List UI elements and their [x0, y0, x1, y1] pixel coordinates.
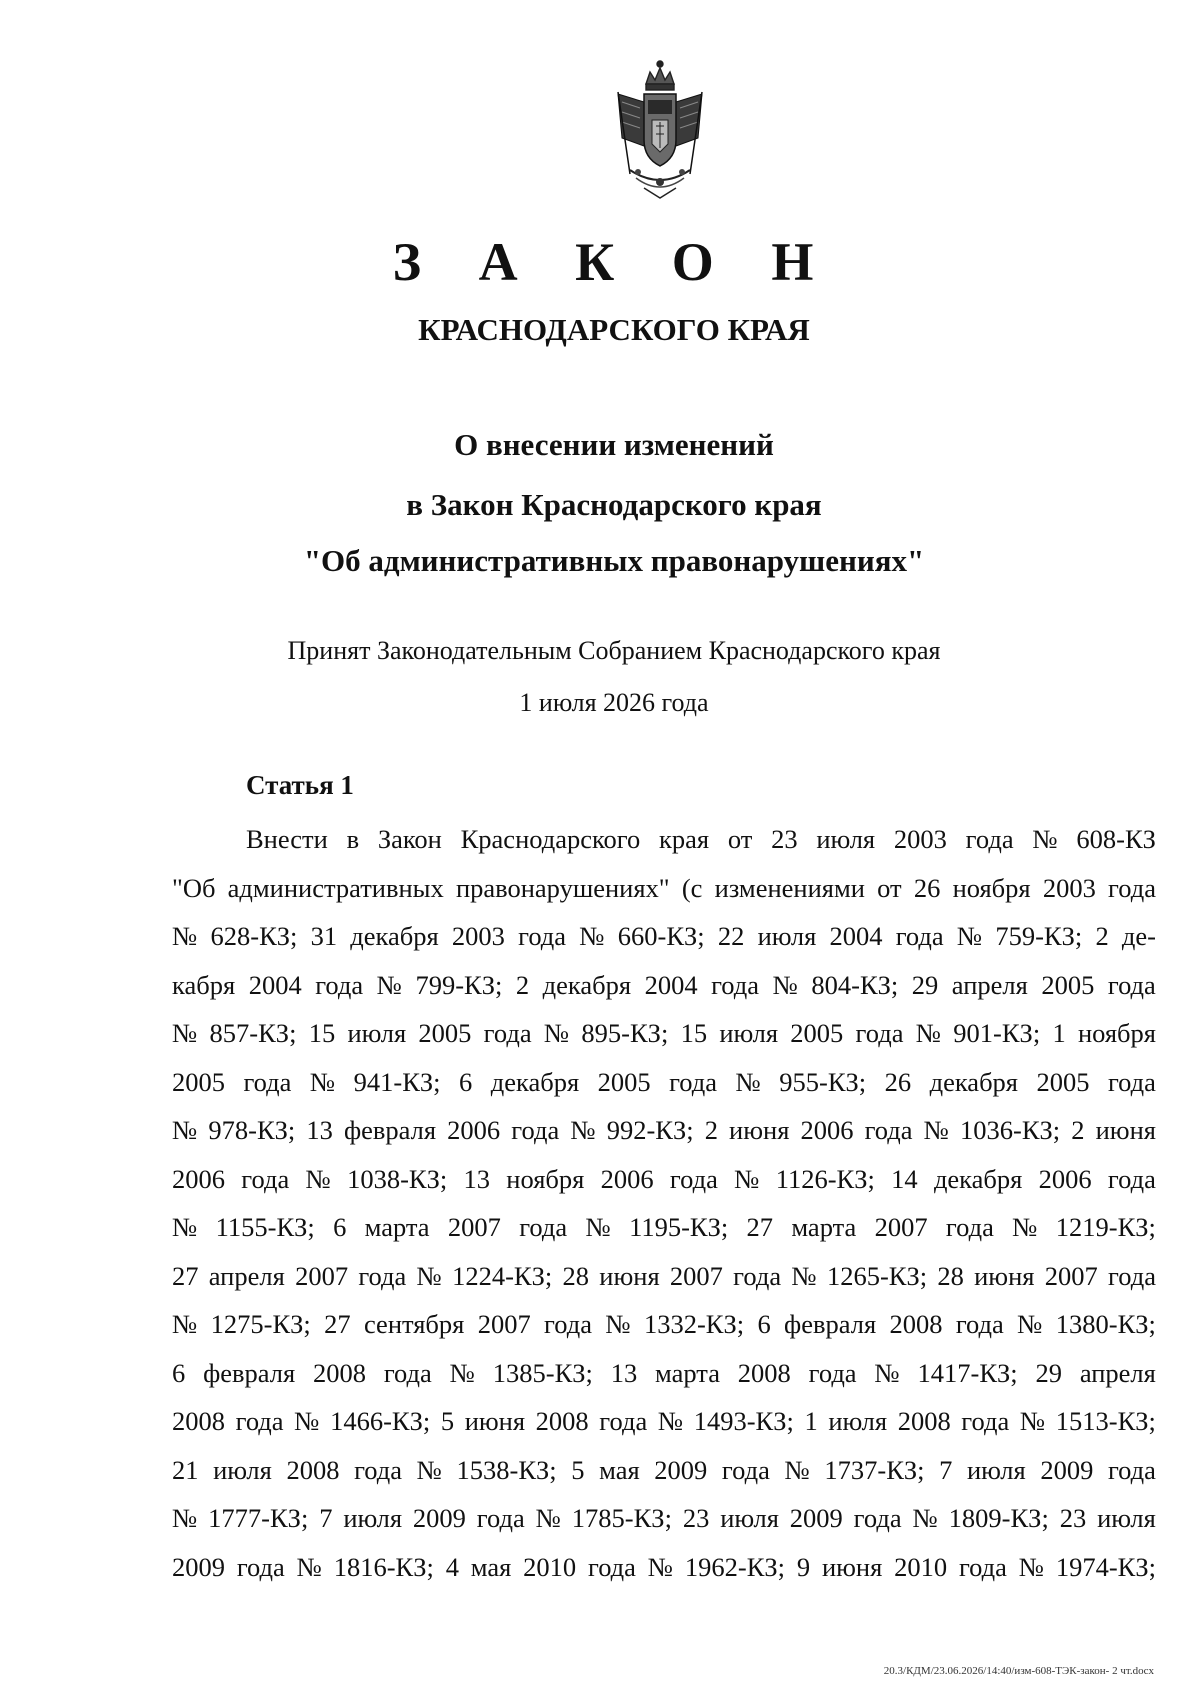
article-body	[172, 815, 1156, 1591]
body-word: 2008	[172, 1406, 225, 1436]
body-word: года	[1107, 1454, 1156, 1485]
body-word: 2010	[523, 1551, 577, 1582]
body-line	[172, 912, 1156, 961]
body-word: года	[1108, 1260, 1156, 1291]
body-word: №	[912, 1503, 938, 1533]
body-word: 992-КЗ;	[606, 1115, 694, 1145]
body-word: №	[172, 1212, 198, 1242]
body-word: 13	[306, 1115, 333, 1145]
body-word: 27	[324, 1309, 351, 1339]
body-word: №	[296, 1551, 322, 1582]
body-word: 31	[310, 921, 338, 951]
body-word: 1126-КЗ;	[775, 1163, 875, 1194]
body-word: 2003	[451, 921, 505, 951]
body-line	[172, 1494, 1156, 1543]
body-word: февраля	[203, 1357, 296, 1388]
body-word: года	[519, 1212, 568, 1242]
body-word: года	[354, 1454, 403, 1485]
body-word: Закон	[377, 824, 442, 854]
body-word: 2003	[1042, 872, 1096, 903]
body-word: декабря	[350, 921, 439, 951]
body-word: 26	[884, 1066, 912, 1097]
body-word: 1493-КЗ;	[693, 1406, 794, 1436]
body-word: 1	[804, 1406, 818, 1436]
body-word: года	[669, 1066, 718, 1097]
body-word: 2005	[1041, 969, 1095, 1000]
body-word: №	[543, 1018, 570, 1048]
body-word: в	[346, 824, 360, 854]
body-word: 2007	[874, 1212, 928, 1242]
body-word: 2	[704, 1115, 718, 1145]
body-word: года	[733, 1260, 782, 1291]
body-word: №	[735, 1066, 761, 1097]
body-word: июля	[720, 1503, 779, 1533]
body-word: 7	[939, 1454, 953, 1485]
body-word: 23	[771, 824, 798, 854]
body-word: 901-КЗ;	[953, 1018, 1041, 1048]
body-word: года	[808, 1357, 857, 1388]
body-word: 2006	[447, 1115, 501, 1145]
body-word: 1466-КЗ;	[330, 1406, 431, 1436]
body-word: 1417-КЗ;	[917, 1357, 1018, 1388]
body-word: года	[864, 1115, 913, 1145]
body-word: кабря	[172, 969, 236, 1000]
body-word: марта	[791, 1212, 857, 1242]
body-word: мая	[599, 1454, 640, 1485]
body-word: 14	[891, 1163, 918, 1194]
body-word: №	[294, 1406, 320, 1436]
body-line	[172, 1106, 1156, 1155]
body-word: №	[874, 1357, 900, 1388]
body-word: года	[544, 1309, 592, 1339]
body-word: 2004	[248, 969, 302, 1000]
body-word: года	[1107, 969, 1156, 1000]
body-word: 1962-КЗ;	[684, 1551, 786, 1582]
body-word: 27	[172, 1260, 199, 1291]
body-word: июня	[729, 1115, 790, 1145]
body-word: 799-КЗ;	[415, 969, 503, 1000]
body-line	[172, 1446, 1156, 1495]
body-word: апреля	[951, 969, 1028, 1000]
coat-of-arms-emblem	[600, 54, 720, 204]
body-word: 857-КЗ;	[209, 1018, 297, 1048]
body-word: года	[235, 1406, 284, 1436]
body-word: декабря	[542, 969, 632, 1000]
body-word: административных	[227, 872, 444, 903]
body-word: Внести	[246, 824, 328, 854]
body-word: 5	[440, 1406, 455, 1436]
body-line	[172, 1058, 1156, 1107]
body-word: №	[647, 1551, 674, 1582]
body-word: 2005	[790, 1018, 844, 1048]
body-word: года	[315, 969, 364, 1000]
body-word: №	[585, 1212, 611, 1242]
body-word: №	[416, 1454, 442, 1485]
body-word: 978-КЗ;	[208, 1115, 296, 1145]
body-word: №	[416, 1260, 442, 1291]
body-word: №	[172, 1018, 198, 1048]
body-line	[172, 1009, 1156, 1058]
law-heading-line-1: О внесении изменений	[454, 427, 774, 462]
body-word: ноября	[1077, 1018, 1156, 1048]
body-word: года	[599, 1406, 648, 1436]
body-word: 23	[1059, 1503, 1087, 1533]
body-word: №	[791, 1260, 817, 1291]
body-word: 29	[911, 969, 939, 1000]
body-word: 2005	[172, 1066, 225, 1097]
body-word: 1265-КЗ;	[826, 1260, 928, 1291]
body-line	[172, 1397, 1156, 1446]
body-word: 628-КЗ;	[210, 921, 298, 951]
body-word: 941-КЗ;	[353, 1066, 441, 1097]
body-word: 26	[913, 872, 941, 903]
body-word: №	[1012, 1212, 1038, 1242]
body-word: 2	[515, 969, 530, 1000]
body-word: года	[945, 1212, 994, 1242]
body-word: 2009	[654, 1454, 708, 1485]
body-word: 28	[937, 1260, 964, 1291]
body-word: года	[955, 1309, 1004, 1339]
body-word: 1809-КЗ;	[948, 1503, 1049, 1533]
body-word: апреля	[208, 1260, 285, 1291]
body-word: 23	[682, 1503, 710, 1533]
body-word: 1332-КЗ;	[643, 1309, 745, 1339]
body-word: 2007	[669, 1260, 723, 1291]
body-line	[172, 864, 1156, 913]
body-word: правонарушениях"	[455, 872, 670, 903]
body-line	[172, 1300, 1156, 1349]
body-word: №	[172, 921, 198, 951]
body-word: 2008	[535, 1406, 589, 1436]
body-word: 28	[562, 1260, 590, 1291]
body-word: 2010	[894, 1551, 948, 1582]
body-word: №	[772, 969, 798, 1000]
body-word: №	[309, 1066, 336, 1097]
body-word: года	[1107, 1163, 1156, 1194]
body-word: года	[965, 824, 1014, 854]
body-word: 1219-КЗ;	[1055, 1212, 1156, 1242]
body-word: года	[358, 1260, 407, 1291]
body-word: №	[923, 1115, 949, 1145]
body-word: июля	[966, 1454, 1026, 1485]
body-word: 2005	[597, 1066, 651, 1097]
body-word: 1777-КЗ;	[208, 1503, 309, 1533]
body-word: 9	[796, 1551, 811, 1582]
body-line	[172, 815, 1156, 864]
body-word: июня	[821, 1551, 883, 1582]
body-word: 5	[571, 1454, 585, 1485]
body-word: от	[877, 872, 902, 903]
body-word: 955-КЗ;	[779, 1066, 867, 1097]
body-word: 1974-КЗ;	[1055, 1551, 1156, 1582]
law-heading-line-2: в Закон Краснодарского края	[406, 487, 822, 522]
document-type-title: З А К О Н	[392, 232, 836, 292]
body-word: года	[236, 1551, 285, 1582]
body-word: 2009	[1040, 1454, 1094, 1485]
body-word: июля	[719, 1018, 779, 1048]
body-word: изменениями	[714, 872, 865, 903]
body-word: де-	[1121, 921, 1156, 951]
body-word: 2006	[1038, 1163, 1092, 1194]
body-word: "Об	[172, 872, 216, 903]
body-line	[172, 1543, 1156, 1592]
body-word: 7	[319, 1503, 333, 1533]
body-word: 2007	[477, 1309, 531, 1339]
body-word: 1195-КЗ;	[629, 1212, 729, 1242]
body-word: 608-КЗ	[1076, 824, 1156, 854]
body-word: №	[172, 1503, 198, 1533]
body-word: года	[961, 1406, 1010, 1436]
body-word: 1385-КЗ;	[492, 1357, 593, 1388]
article-title: Статья 1	[246, 770, 354, 800]
body-word: года	[483, 1018, 532, 1048]
body-word: 2008	[313, 1357, 367, 1388]
body-word: мая	[470, 1551, 512, 1582]
body-word: декабря	[929, 1066, 1018, 1097]
body-word: 13	[610, 1357, 638, 1388]
body-word: декабря	[933, 1163, 1023, 1194]
body-word: 2	[1071, 1115, 1085, 1145]
body-word: №	[1018, 1551, 1045, 1582]
body-word: 2008	[737, 1357, 791, 1388]
body-word: 13	[463, 1163, 491, 1194]
body-word: 6	[757, 1309, 771, 1339]
body-word: 15	[308, 1018, 336, 1048]
body-line	[172, 1203, 1156, 1252]
body-word: №	[784, 1454, 810, 1485]
body-word: 2009	[172, 1551, 225, 1582]
body-word: 1737-КЗ;	[824, 1454, 925, 1485]
body-word: №	[956, 921, 983, 951]
body-word: 1380-КЗ;	[1055, 1309, 1156, 1339]
body-word: февраля	[343, 1115, 437, 1145]
body-word: №	[657, 1406, 684, 1436]
body-word: 1275-КЗ;	[210, 1309, 311, 1339]
body-word: 29	[1035, 1357, 1062, 1388]
body-word: 6	[333, 1212, 347, 1242]
body-word: марта	[364, 1212, 430, 1242]
body-word: 2006	[600, 1163, 654, 1194]
law-heading-line-3: "Об административных правонарушениях"	[303, 543, 925, 578]
body-word: 2008	[889, 1309, 943, 1339]
body-word: марта	[655, 1357, 720, 1388]
body-word: 21	[172, 1454, 199, 1485]
body-word: 1538-КЗ;	[456, 1454, 557, 1485]
body-word: 1224-КЗ;	[452, 1260, 553, 1291]
body-word: 2004	[829, 921, 883, 951]
body-word: 759-КЗ;	[995, 921, 1083, 951]
body-word: №	[570, 1115, 596, 1145]
body-word: 804-КЗ;	[811, 969, 899, 1000]
body-word: 1	[1052, 1018, 1066, 1048]
body-word: 6	[172, 1357, 186, 1388]
body-word: 2009	[789, 1503, 843, 1533]
body-word: 2005	[418, 1018, 472, 1048]
body-word: №	[172, 1309, 198, 1339]
body-word: года	[721, 1454, 770, 1485]
body-word: года	[895, 921, 944, 951]
body-word: (с	[681, 872, 703, 903]
body-word: июня	[1095, 1115, 1156, 1145]
body-word: года	[958, 1551, 1007, 1582]
body-word: №	[734, 1163, 760, 1194]
body-word: №	[1019, 1406, 1046, 1436]
body-word: июля	[757, 921, 817, 951]
file-path-footer: 20.3/КДМ/23.06.2026/14:40/изм-608-ТЭК-закон- 2 чт.docx	[883, 1665, 1154, 1677]
body-word: 2008	[286, 1454, 340, 1485]
body-word: июня	[464, 1406, 526, 1436]
body-word: сентября	[363, 1309, 465, 1339]
body-word: 2	[1095, 921, 1109, 951]
body-word: №	[1017, 1309, 1043, 1339]
adoption-date: 1 июля 2026 года	[519, 688, 709, 717]
body-word: ноября	[952, 872, 1031, 903]
body-word: года	[243, 1066, 292, 1097]
body-word: 2004	[644, 969, 698, 1000]
body-word: года	[711, 969, 760, 1000]
body-word: апреля	[1079, 1357, 1156, 1388]
body-word: 2006	[800, 1115, 854, 1145]
body-word: 1513-КЗ;	[1055, 1406, 1156, 1436]
body-word: 6	[459, 1066, 473, 1097]
body-word: 895-КЗ;	[581, 1018, 669, 1048]
body-word: года	[855, 1018, 904, 1048]
body-word: 2003	[893, 824, 947, 854]
body-word: 2007	[1044, 1260, 1098, 1291]
body-word: ноября	[506, 1163, 585, 1194]
body-word: 660-КЗ;	[617, 921, 705, 951]
body-word: №	[915, 1018, 942, 1048]
body-word: №	[172, 1115, 198, 1145]
body-word: июля	[213, 1454, 272, 1485]
body-word: июля	[1097, 1503, 1156, 1533]
adoption-statement: Принят Законодательным Собранием Краснодарского края	[287, 636, 941, 665]
body-word: №	[579, 921, 605, 951]
body-line	[172, 961, 1156, 1010]
body-word: 2006	[172, 1163, 225, 1194]
body-line	[172, 1252, 1156, 1301]
body-word: 1036-КЗ;	[960, 1115, 1061, 1145]
body-word: 1785-КЗ;	[571, 1503, 672, 1533]
body-line	[172, 1349, 1156, 1398]
body-word: 1816-КЗ;	[333, 1551, 434, 1582]
body-word: года	[1107, 1066, 1156, 1097]
body-word: 27	[746, 1212, 774, 1242]
body-word: года	[476, 1503, 525, 1533]
body-word: от	[727, 824, 753, 854]
body-word: года	[669, 1163, 718, 1194]
body-word: года	[241, 1163, 290, 1194]
body-word: 2005	[1036, 1066, 1090, 1097]
body-word: июня	[599, 1260, 660, 1291]
region-title: КРАСНОДАРСКОГО КРАЯ	[418, 312, 810, 347]
body-word: июля	[343, 1503, 403, 1533]
body-word: года	[1108, 872, 1156, 903]
body-word: 4	[445, 1551, 459, 1582]
body-word: №	[535, 1503, 561, 1533]
body-word: июля	[347, 1018, 407, 1048]
body-word: июля	[816, 824, 876, 854]
body-word: июля	[828, 1406, 888, 1436]
body-word: №	[605, 1309, 631, 1339]
body-word: №	[305, 1163, 331, 1194]
body-word: №	[1032, 824, 1058, 854]
body-word: года	[518, 921, 567, 951]
body-word: 1155-КЗ;	[215, 1212, 315, 1242]
body-word: 2008	[897, 1406, 951, 1436]
body-word: года	[853, 1503, 902, 1533]
body-word: №	[376, 969, 402, 1000]
body-word: №	[449, 1357, 475, 1388]
body-word: года	[383, 1357, 432, 1388]
body-word: края	[659, 824, 710, 854]
body-line	[172, 1155, 1156, 1204]
body-word: года	[511, 1115, 560, 1145]
body-word: 2007	[447, 1212, 501, 1242]
body-word: 22	[717, 921, 745, 951]
body-word: 2009	[412, 1503, 466, 1533]
body-word: 2007	[295, 1260, 349, 1291]
body-word: 15	[680, 1018, 708, 1048]
body-word: февраля	[784, 1309, 877, 1339]
body-word: декабря	[490, 1066, 580, 1097]
body-word: 1038-КЗ;	[347, 1163, 448, 1194]
body-word: Краснодарского	[460, 824, 641, 854]
body-word: июня	[974, 1260, 1035, 1291]
body-word: года	[587, 1551, 636, 1582]
